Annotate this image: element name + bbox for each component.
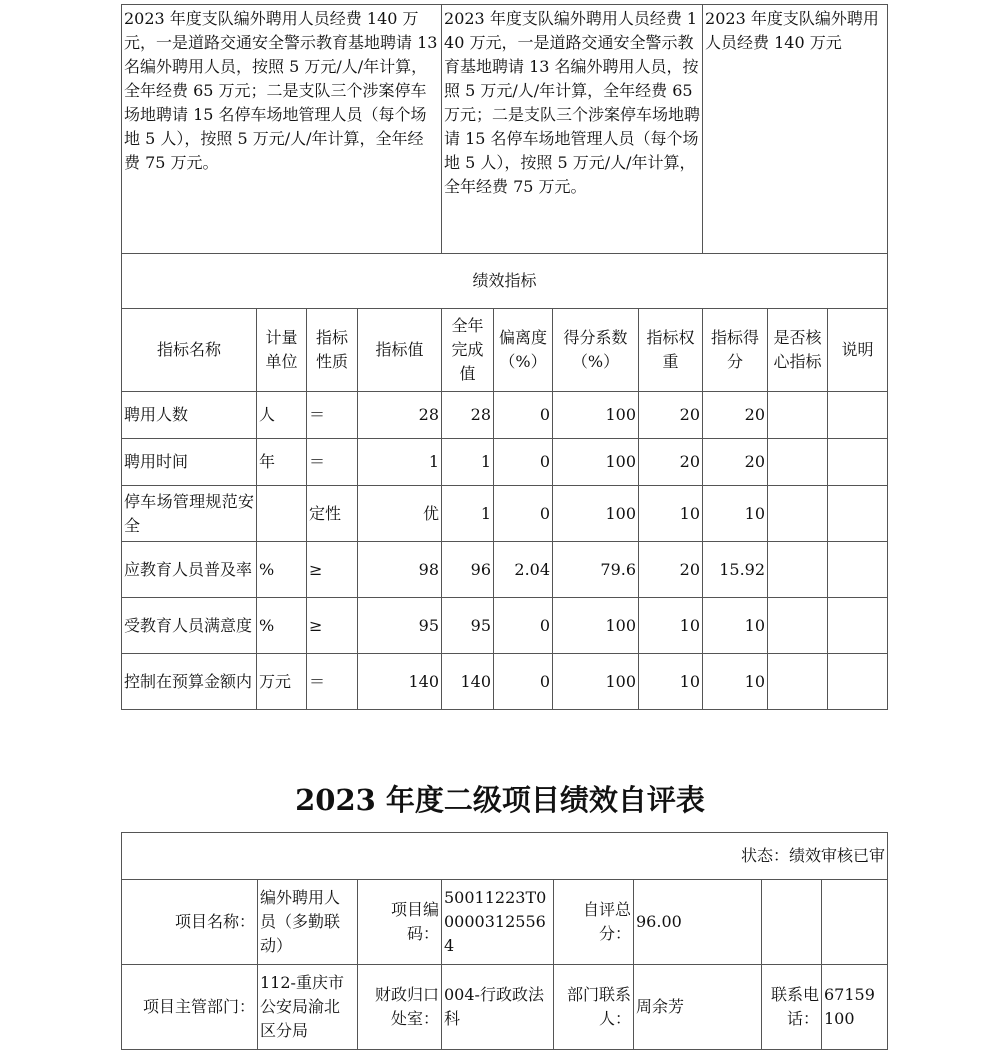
header-cell: 指标值 — [358, 309, 442, 392]
core-cell — [768, 654, 828, 710]
nature-cell: ≥ — [307, 542, 358, 598]
target-cell: 1 — [358, 439, 442, 486]
note-cell — [828, 542, 888, 598]
deviation-cell: 0 — [494, 392, 553, 439]
phone-label: 联系电话： — [762, 965, 822, 1050]
contact-value: 周余芳 — [634, 965, 762, 1050]
score-cell: 20 — [703, 392, 768, 439]
coef-cell: 100 — [553, 392, 639, 439]
table-row — [122, 392, 888, 439]
actual-cell: 1 — [442, 439, 494, 486]
unit-cell: % — [257, 598, 307, 654]
header-cell: 指标性质 — [307, 309, 358, 392]
indicator-name: 应教育人员普及率 — [122, 542, 257, 598]
dept-label: 项目主管部门： — [122, 965, 258, 1050]
table-row — [122, 542, 888, 598]
target-cell: 优 — [358, 486, 442, 542]
core-cell — [768, 598, 828, 654]
header-cell: 指标权重 — [639, 309, 703, 392]
score-cell: 10 — [703, 598, 768, 654]
note-cell — [828, 654, 888, 710]
note-cell — [828, 392, 888, 439]
nature-cell: 定性 — [307, 486, 358, 542]
project-name-value: 编外聘用人员（多勤联动） — [258, 880, 358, 965]
score-label: 自评总分： — [554, 880, 634, 965]
description-cell-2: 2023 年度支队编外聘用人员经费 140 万元，一是道路交通安全警示教育基地聘请 13 名编外聘用人员，按照 5 万元/人/年计算，全年经费 65 万元；二是支队三个涉案停车场地聘请 15 名停车场地管理人员（每个场地 5 人），按照 5 万元/人/年计算，全年经费 75 万元。 — [442, 5, 703, 254]
deviation-cell: 0 — [494, 439, 553, 486]
indicator-name: 聘用时间 — [122, 439, 257, 486]
form-row — [122, 965, 888, 1050]
coef-cell: 100 — [553, 439, 639, 486]
score-cell: 10 — [703, 654, 768, 710]
actual-cell: 140 — [442, 654, 494, 710]
header-cell: 指标名称 — [122, 309, 257, 392]
unit-cell: % — [257, 542, 307, 598]
header-cell: 是否核心指标 — [768, 309, 828, 392]
weight-cell: 20 — [639, 392, 703, 439]
core-cell — [768, 392, 828, 439]
core-cell — [768, 542, 828, 598]
project-name-label: 项目名称： — [122, 880, 258, 965]
form-row — [122, 880, 888, 965]
header-cell: 得分系数（%） — [553, 309, 639, 392]
header-cell: 计量单位 — [257, 309, 307, 392]
phone-value: 67159100 — [822, 965, 888, 1050]
empty-cell — [822, 880, 888, 965]
actual-cell: 1 — [442, 486, 494, 542]
deviation-cell: 0 — [494, 486, 553, 542]
finance-value: 004-行政政法科 — [442, 965, 554, 1050]
dept-value: 112-重庆市公安局渝北区分局 — [258, 965, 358, 1050]
table-row — [122, 598, 888, 654]
score-cell: 10 — [703, 486, 768, 542]
actual-cell: 96 — [442, 542, 494, 598]
unit-cell — [257, 486, 307, 542]
self-evaluation-form — [121, 832, 888, 1050]
nature-cell: ＝ — [307, 439, 358, 486]
description-row — [122, 5, 888, 254]
indicator-name: 聘用人数 — [122, 392, 257, 439]
header-cell: 偏离度（%） — [494, 309, 553, 392]
section-title: 绩效指标 — [122, 254, 888, 309]
project-code-value: 50011223T000003125564 — [442, 880, 554, 965]
header-cell: 指标得分 — [703, 309, 768, 392]
target-cell: 98 — [358, 542, 442, 598]
nature-cell: ≥ — [307, 598, 358, 654]
unit-cell: 万元 — [257, 654, 307, 710]
weight-cell: 20 — [639, 439, 703, 486]
indicator-name: 控制在预算金额内 — [122, 654, 257, 710]
indicator-name: 停车场管理规范安全 — [122, 486, 257, 542]
core-cell — [768, 439, 828, 486]
coef-cell: 100 — [553, 654, 639, 710]
deviation-cell: 0 — [494, 598, 553, 654]
nature-cell: ＝ — [307, 654, 358, 710]
note-cell — [828, 439, 888, 486]
target-cell: 28 — [358, 392, 442, 439]
weight-cell: 10 — [639, 654, 703, 710]
note-cell — [828, 486, 888, 542]
header-row — [122, 309, 888, 392]
target-cell: 95 — [358, 598, 442, 654]
score-value: 96.00 — [634, 880, 762, 965]
header-cell: 说明 — [828, 309, 888, 392]
performance-indicator-table — [121, 4, 888, 710]
table-row — [122, 439, 888, 486]
form-title: 2023 年度二级项目绩效自评表 — [295, 783, 705, 817]
coef-cell: 100 — [553, 486, 639, 542]
score-cell: 20 — [703, 439, 768, 486]
finance-label: 财政归口处室： — [358, 965, 442, 1050]
section-row — [122, 254, 888, 309]
table-row — [122, 654, 888, 710]
weight-cell: 20 — [639, 542, 703, 598]
status-badge: 状态：绩效审核已审 — [122, 833, 888, 880]
coef-cell: 100 — [553, 598, 639, 654]
unit-cell: 人 — [257, 392, 307, 439]
deviation-cell: 2.04 — [494, 542, 553, 598]
deviation-cell: 0 — [494, 654, 553, 710]
contact-label: 部门联系人： — [554, 965, 634, 1050]
description-cell-3: 2023 年度支队编外聘用人员经费 140 万元 — [703, 5, 888, 254]
core-cell — [768, 486, 828, 542]
project-code-label: 项目编码： — [358, 880, 442, 965]
table-row — [122, 486, 888, 542]
coef-cell: 79.6 — [553, 542, 639, 598]
status-row — [122, 833, 888, 880]
empty-cell — [762, 880, 822, 965]
indicator-name: 受教育人员满意度 — [122, 598, 257, 654]
weight-cell: 10 — [639, 486, 703, 542]
score-cell: 15.92 — [703, 542, 768, 598]
actual-cell: 28 — [442, 392, 494, 439]
nature-cell: ＝ — [307, 392, 358, 439]
description-cell-1: 2023 年度支队编外聘用人员经费 140 万元，一是道路交通安全警示教育基地聘请 13 名编外聘用人员，按照 5 万元/人/年计算，全年经费 65 万元；二是支队三个涉案停车场地聘请 15 名停车场地管理人员（每个场地 5 人），按照 5 万元/人/年计算，全年经费 75 万元。 — [122, 5, 442, 254]
actual-cell: 95 — [442, 598, 494, 654]
weight-cell: 10 — [639, 598, 703, 654]
note-cell — [828, 598, 888, 654]
target-cell: 140 — [358, 654, 442, 710]
header-cell: 全年完成值 — [442, 309, 494, 392]
unit-cell: 年 — [257, 439, 307, 486]
